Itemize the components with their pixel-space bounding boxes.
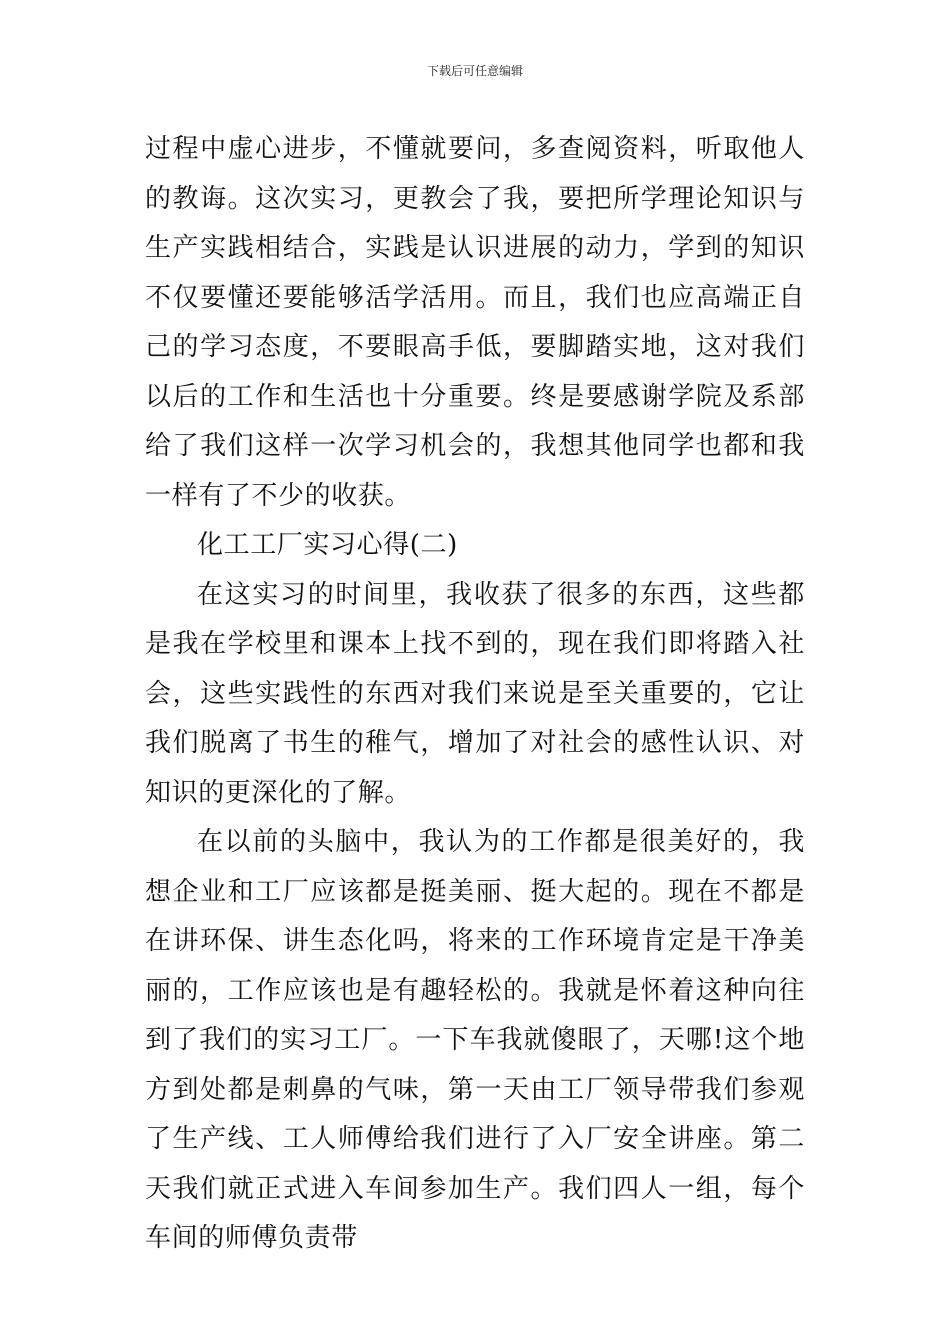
paragraph: 在以前的头脑中，我认为的工作都是很美好的，我想企业和工厂应该都是挺美丽、挺大起的。现在不都是在讲环保、讲生态化吗，将来的工作环境肯定是干净美丽的，工作应该也是有趣轻松的。我就是怀着这种向往到了我们的实习工厂。一下车我就傻眼了，天哪!这个地方到处都是刺鼻的气味，第一天由工厂领导带我们参观了生产线、工人师傅给我们进行了入厂安全讲座。第二天我们就正式进入车间参加生产。我们四人一组，每个车间的师傅负责带 [145, 827, 805, 1253]
paragraph-continuation: 过程中虚心进步，不懂就要问，多查阅资料，听取他人的教诲。这次实习，更教会了我，要把所学理论知识与生产实践相结合，实践是认识进展的动力，学到的知识不仅要懂还要能够活学活用。而且，我们也应高端正自己的学习态度，不要眼高手低，要脚踏实地，这对我们以后的工作和生活也十分重要。终是要感谢学院及系部给了我们这样一次学习机会的，我想其他同学也都和我一样有了不少的收获。 [145, 134, 805, 511]
page-header-note: 下载后可任意编辑 [426, 64, 523, 78]
section-heading: 化工工厂实习心得(二) [197, 530, 458, 560]
paragraph: 在这实习的时间里，我收获了很多的东西，这些都是我在学校里和课本上找不到的，现在我们即将踏入社会，这些实践性的东西对我们来说是至关重要的，它让我们脱离了书生的稚气，增加了对社会的感性认识、对知识的更深化的了解。 [145, 579, 805, 808]
document-body [145, 125, 805, 1264]
